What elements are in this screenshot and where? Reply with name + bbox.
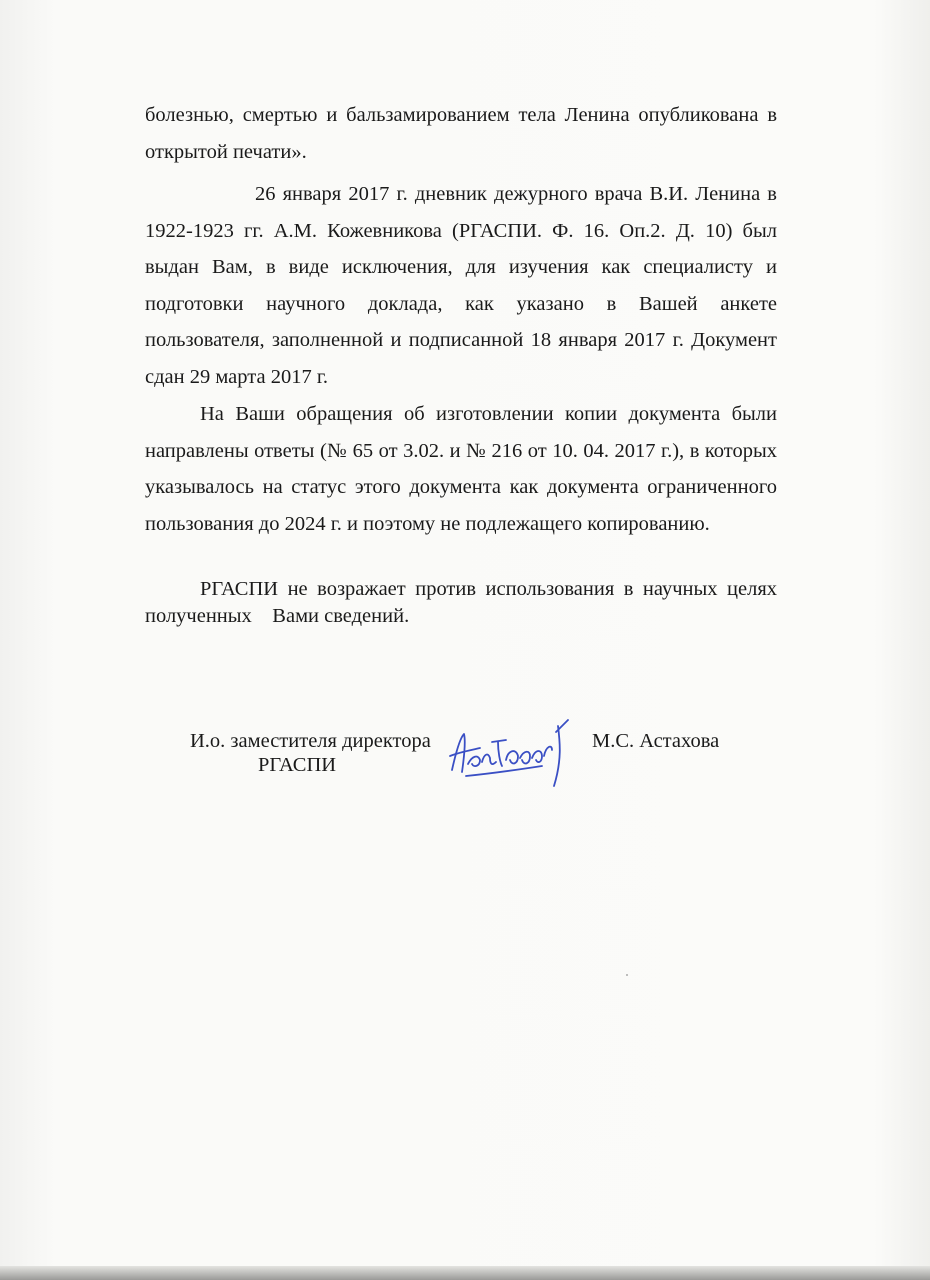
signatory-name: М.С. Астахова: [592, 730, 720, 752]
paragraph-3: На Ваши обращения об изготовлении копии документа были направлены ответы (№ 65 от 3.02. и № 216 от 10. 04. 2017 г.), в которых указывалось на статус этого документа как документа ограниченного пользования до 2024 г. и поэтому не подлежащего копированию.: [145, 403, 777, 535]
signatory-organization: РГАСПИ: [258, 754, 337, 776]
paper-speck: [626, 974, 628, 976]
page-bottom-edge: [0, 1266, 930, 1280]
paragraph-4: РГАСПИ не возражает против использования в научных целях полученных Вами сведений.: [145, 578, 783, 627]
paragraph-2: 26 января 2017 г. дневник дежурного врача В.И. Ленина в 1922-1923 гг. А.М. Кожевникова (РГАСПИ. Ф. 16. Оп.2. Д. 10) был выдан Вам, в виде исключения, для изучения как специалисту и подготовки научного доклада, как указано в Вашей анкете пользователя, заполненной и подписанной 18 января 2017 г. Документ сдан 29 марта 2017 г.: [145, 183, 777, 388]
handwritten-signature: [446, 712, 578, 790]
signatory-position: И.о. заместителя директора: [190, 730, 431, 752]
paragraph-1: болезнью, смертью и бальзамированием тела Ленина опубликована в открытой печати».: [145, 104, 777, 163]
